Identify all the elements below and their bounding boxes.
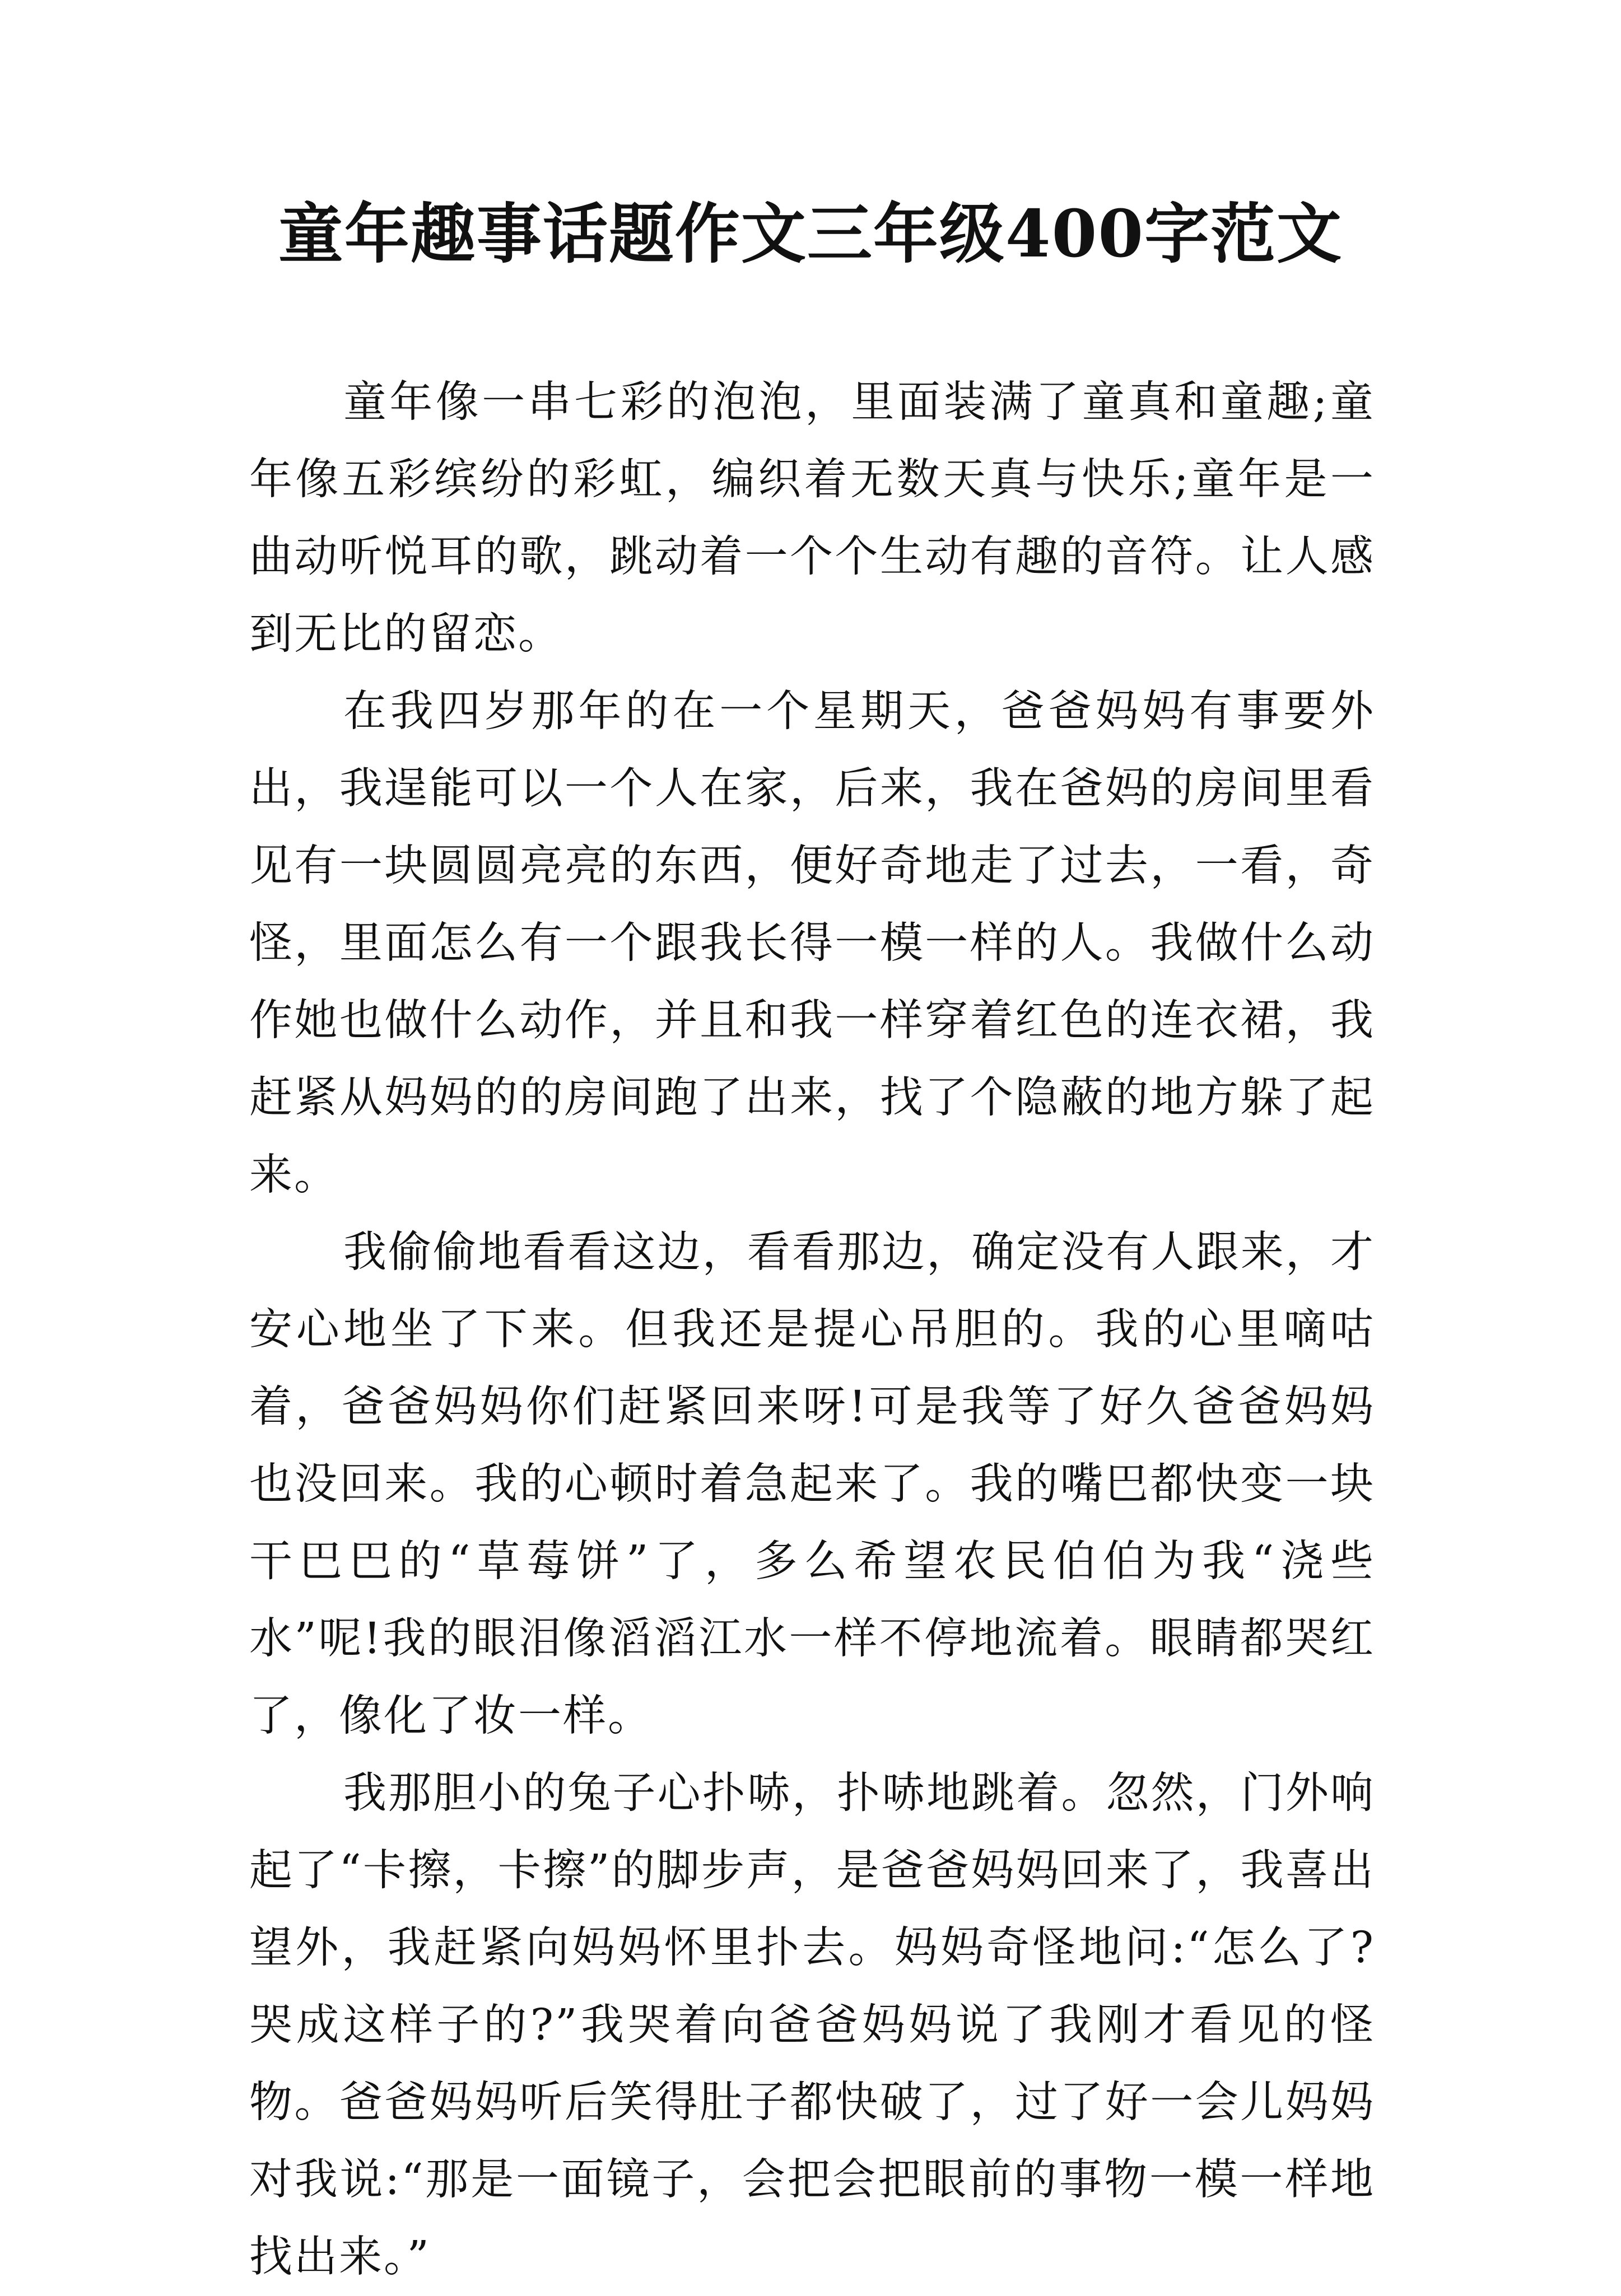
document-body bbox=[249, 364, 1375, 2296]
paragraph-3: 我偷偷地看看这边，看看那边，确定没有人跟来，才安心地坐了下来。但我还是提心吊胆的。我的心里嘀咕着，爸爸妈妈你们赶紧回来呀!可是我等了好久爸爸妈妈也没回来。我的心顿时着急起来了。我的嘴巴都快变一块干巴巴的“草莓饼”了，多么希望农民伯伯为我“浇些水”呢!我的眼泪像滔滔江水一样不停地流着。眼睛都哭红了，像化了妆一样。 bbox=[249, 1228, 1375, 1741]
paragraph-2: 在我四岁那年的在一个星期天，爸爸妈妈有事要外出，我逞能可以一个人在家，后来，我在爸妈的房间里看见有一块圆圆亮亮的东西，便好奇地走了过去，一看，奇怪，里面怎么有一个跟我长得一模一样的人。我做什么动作她也做什么动作，并且和我一样穿着红色的连衣裙，我赶紧从妈妈的的房间跑了出来，找了个隐蔽的地方躲了起来。 bbox=[249, 687, 1375, 1200]
document-title: 童年趣事话题作文三年级400字范文 bbox=[278, 196, 1343, 272]
paragraph-4: 我那胆小的兔子心扑哧，扑哧地跳着。忽然，门外响起了“卡擦，卡擦”的脚步声，是爸爸妈妈回来了，我喜出望外，我赶紧向妈妈怀里扑去。妈妈奇怪地问:“怎么了?哭成这样子的?”我哭着向爸爸妈妈说了我刚才看见的怪物。爸爸妈妈听后笑得肚子都快破了，过了好一会儿妈妈对我说:“那是一面镜子，会把会把眼前的事物一模一样地找出来。” bbox=[249, 1768, 1375, 2282]
paragraph-1: 童年像一串七彩的泡泡，里面装满了童真和童趣;童年像五彩缤纷的彩虹，编织着无数天真与快乐;童年是一曲动听悦耳的歌，跳动着一个个生动有趣的音符。让人感到无比的留恋。 bbox=[249, 377, 1375, 659]
